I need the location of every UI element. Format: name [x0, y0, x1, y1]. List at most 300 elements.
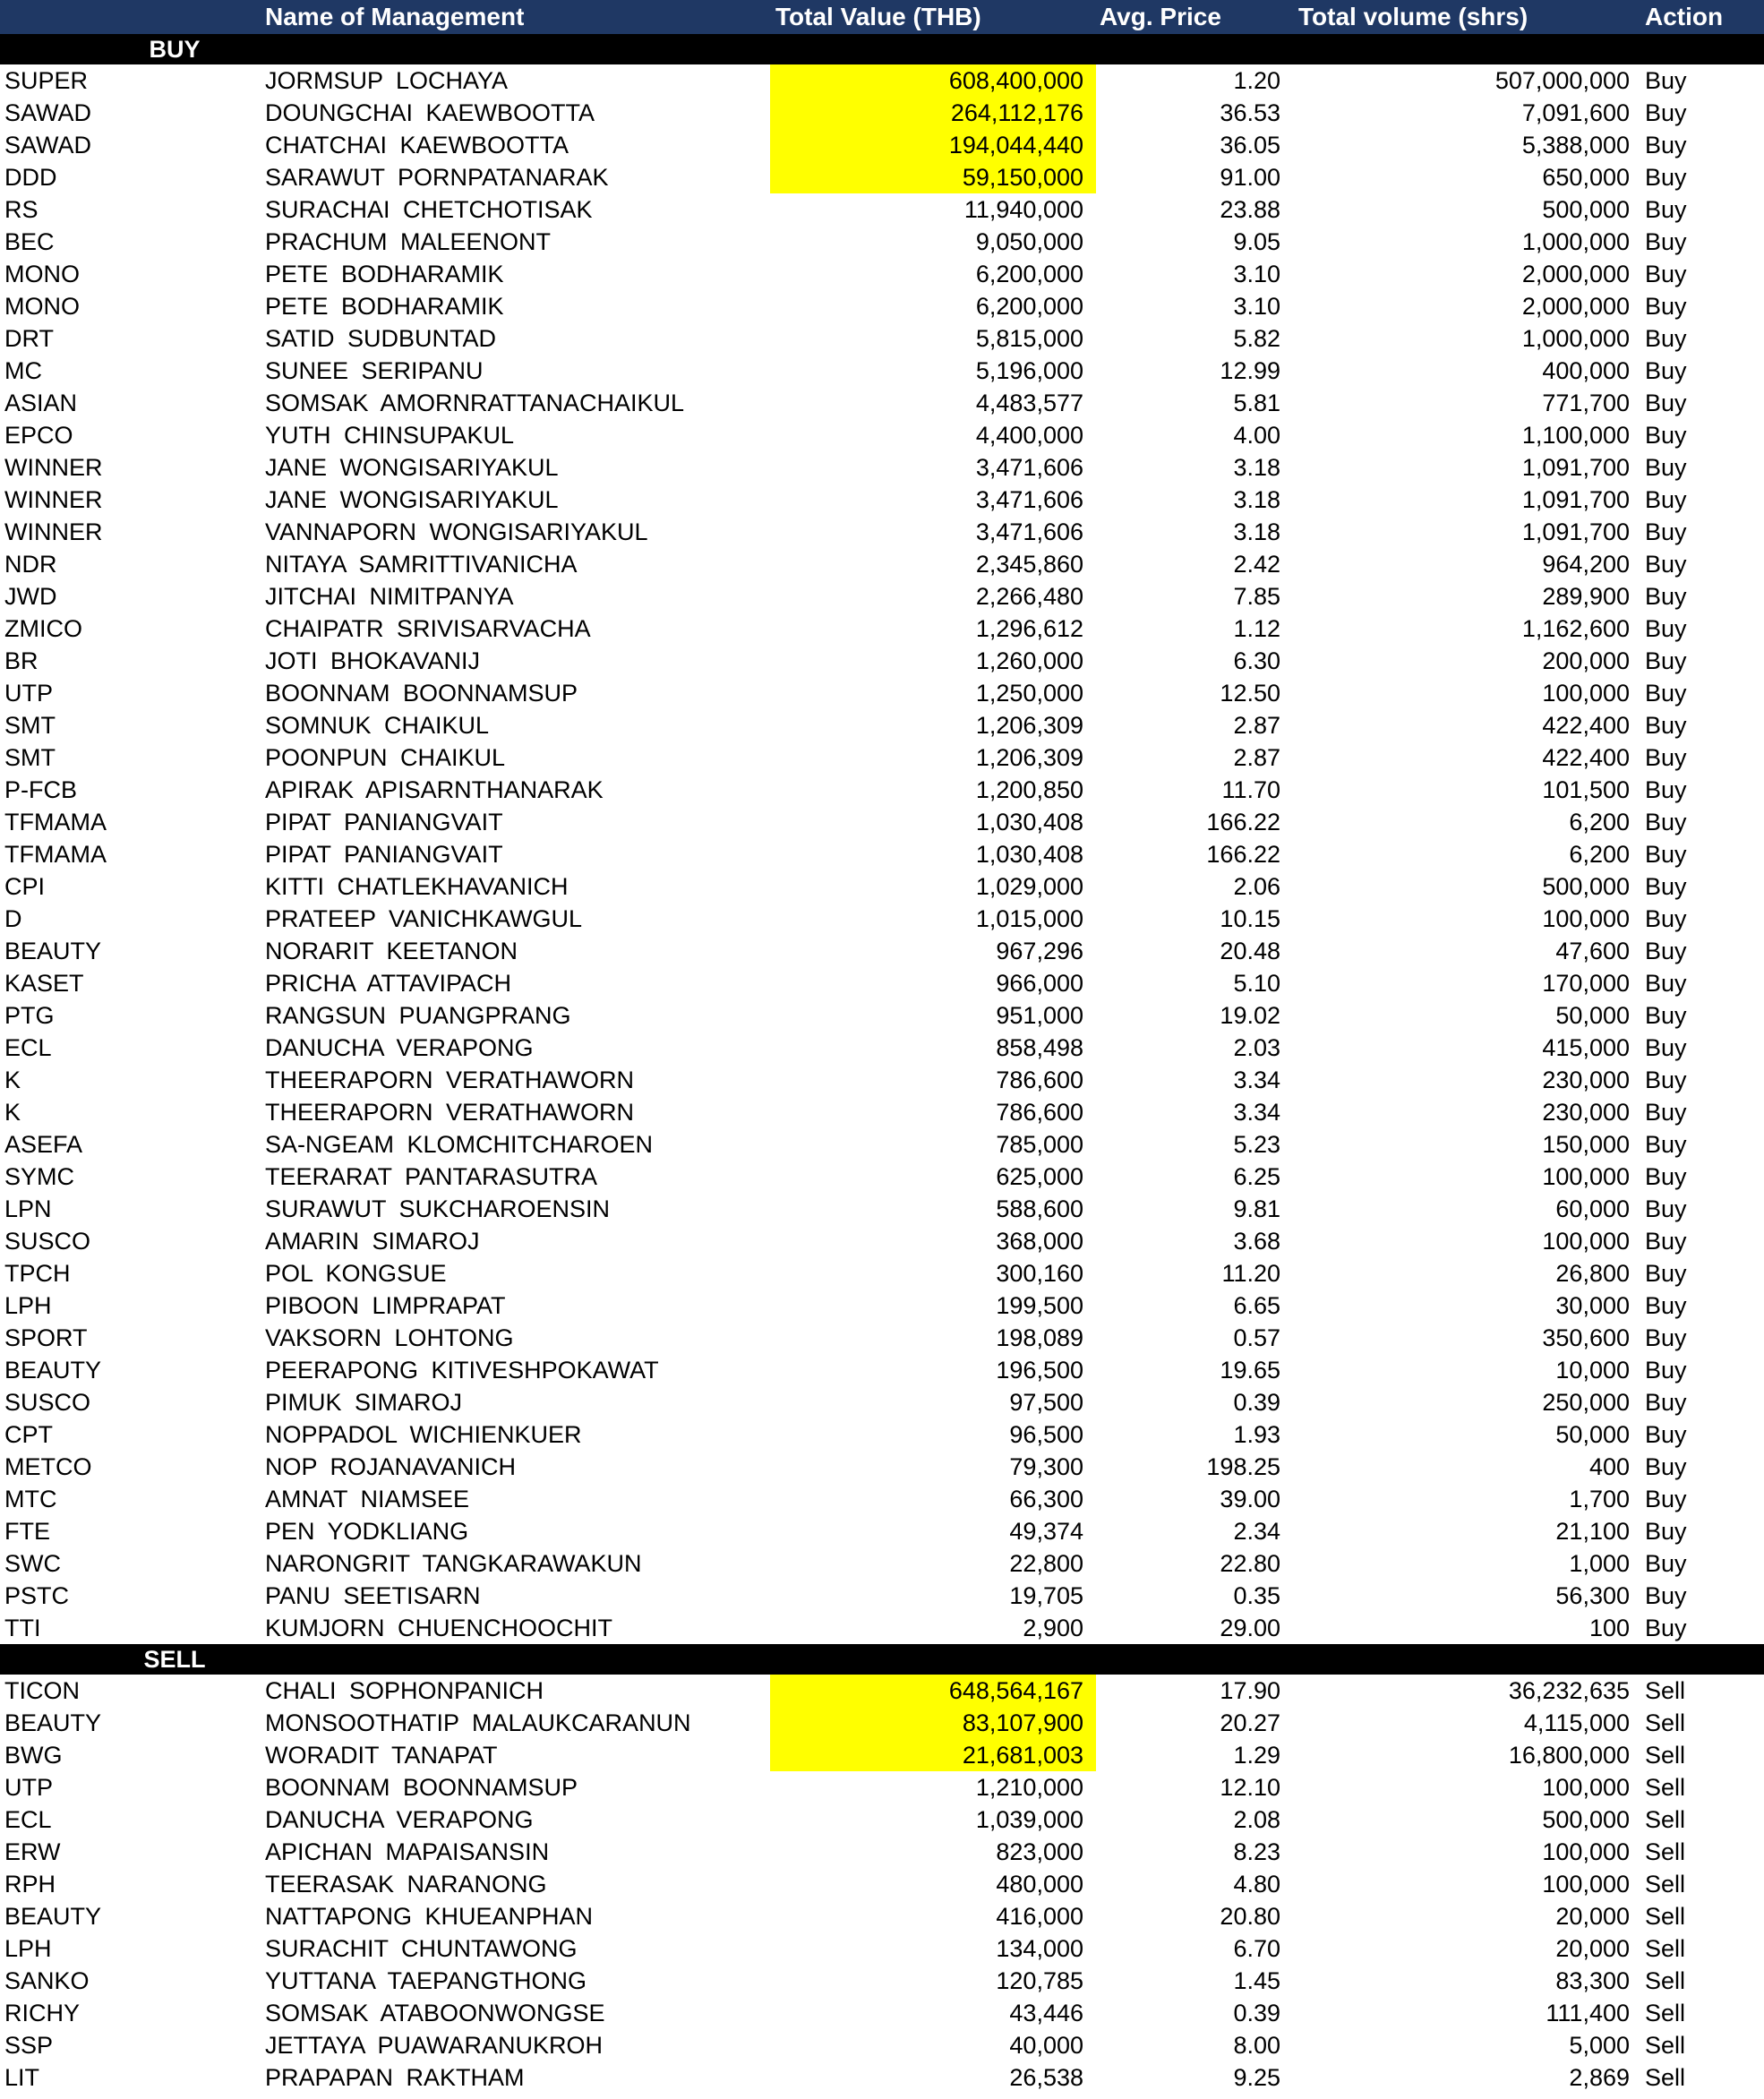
total-value-cell[interactable]: 1,030,408: [975, 841, 1083, 868]
total-value-cell[interactable]: 3,471,606: [975, 518, 1083, 545]
action-cell[interactable]: Buy: [1645, 390, 1687, 416]
symbol-cell[interactable]: RICHY: [4, 2000, 81, 2026]
management-name-cell[interactable]: SURACHIT CHUNTAWONG: [265, 1935, 578, 1962]
total-value-cell[interactable]: 967,296: [996, 938, 1083, 964]
total-volume-cell[interactable]: 1,000: [1569, 1550, 1630, 1577]
total-volume-cell[interactable]: 200,000: [1542, 647, 1630, 674]
management-name-cell[interactable]: RANGSUN PUANGPRANG: [265, 1002, 571, 1029]
management-name-cell[interactable]: VANNAPORN WONGISARIYAKUL: [265, 518, 648, 545]
action-cell[interactable]: Buy: [1645, 938, 1687, 964]
avg-price-cell[interactable]: 22.80: [1220, 1550, 1280, 1577]
action-cell[interactable]: Buy: [1645, 1486, 1687, 1512]
management-name-cell[interactable]: NOP ROJANAVANICH: [265, 1453, 517, 1480]
action-cell[interactable]: Buy: [1645, 196, 1687, 223]
action-cell[interactable]: Sell: [1645, 1709, 1686, 1736]
total-value-cell[interactable]: 6,200,000: [975, 293, 1083, 320]
avg-price-cell[interactable]: 91.00: [1220, 164, 1280, 191]
action-cell[interactable]: Buy: [1645, 1582, 1687, 1609]
avg-price-cell[interactable]: 12.50: [1220, 680, 1280, 707]
avg-price-cell[interactable]: 3.10: [1233, 261, 1280, 287]
management-name-cell[interactable]: NOPPADOL WICHIENKUER: [265, 1421, 582, 1448]
symbol-cell[interactable]: D: [4, 905, 22, 932]
management-name-cell[interactable]: VAKSORN LOHTONG: [265, 1324, 514, 1351]
action-cell[interactable]: Buy: [1645, 1195, 1687, 1222]
symbol-cell[interactable]: SANKO: [4, 1967, 90, 1994]
management-name-cell[interactable]: JOTI BHOKAVANIJ: [265, 647, 481, 674]
total-value-cell[interactable]: 1,030,408: [975, 809, 1083, 835]
management-name-cell[interactable]: BOONNAM BOONNAMSUP: [265, 680, 578, 707]
total-value-cell[interactable]: 625,000: [996, 1163, 1083, 1190]
total-value-cell[interactable]: 608,400,000: [948, 67, 1083, 94]
avg-price-cell[interactable]: 2.34: [1233, 1518, 1280, 1545]
total-value-cell[interactable]: 196,500: [996, 1357, 1083, 1384]
management-name-cell[interactable]: TEERASAK NARANONG: [265, 1871, 547, 1898]
avg-price-cell[interactable]: 1.20: [1233, 67, 1280, 94]
total-value-cell[interactable]: 26,538: [1009, 2064, 1083, 2091]
total-volume-cell[interactable]: 100: [1588, 1615, 1630, 1641]
action-cell[interactable]: Sell: [1645, 1967, 1686, 1994]
total-volume-cell[interactable]: 100,000: [1542, 1871, 1630, 1898]
avg-price-cell[interactable]: 3.18: [1233, 454, 1280, 481]
total-volume-cell[interactable]: 350,600: [1542, 1324, 1630, 1351]
symbol-cell[interactable]: TFMAMA: [4, 841, 107, 868]
action-cell[interactable]: Buy: [1645, 647, 1687, 674]
symbol-cell[interactable]: SYMC: [4, 1163, 75, 1190]
total-volume-cell[interactable]: 1,091,700: [1521, 486, 1630, 513]
total-value-cell[interactable]: 198,089: [996, 1324, 1083, 1351]
symbol-cell[interactable]: SUSCO: [4, 1228, 91, 1255]
avg-price-cell[interactable]: 11.20: [1221, 1260, 1280, 1287]
symbol-cell[interactable]: MC: [4, 357, 42, 384]
total-value-cell[interactable]: 1,206,309: [975, 712, 1083, 739]
total-volume-cell[interactable]: 6,200: [1569, 841, 1630, 868]
action-cell[interactable]: Buy: [1645, 1324, 1687, 1351]
symbol-cell[interactable]: BEAUTY: [4, 1903, 102, 1930]
avg-price-cell[interactable]: 3.34: [1233, 1099, 1280, 1126]
header-name-of-management[interactable]: Name of Management: [265, 3, 525, 30]
total-value-cell[interactable]: 823,000: [996, 1838, 1083, 1865]
total-volume-cell[interactable]: 289,900: [1542, 583, 1630, 610]
total-volume-cell[interactable]: 100,000: [1542, 1228, 1630, 1255]
avg-price-cell[interactable]: 0.57: [1233, 1324, 1280, 1351]
total-volume-cell[interactable]: 230,000: [1542, 1067, 1630, 1093]
action-cell[interactable]: Buy: [1645, 1002, 1687, 1029]
total-value-cell[interactable]: 3,471,606: [975, 486, 1083, 513]
total-value-cell[interactable]: 416,000: [996, 1903, 1083, 1930]
management-name-cell[interactable]: PEN YODKLIANG: [265, 1518, 469, 1545]
symbol-cell[interactable]: WINNER: [4, 486, 103, 513]
management-name-cell[interactable]: DOUNGCHAI KAEWBOOTTA: [265, 99, 595, 126]
symbol-cell[interactable]: TTI: [4, 1615, 41, 1641]
action-cell[interactable]: Buy: [1645, 841, 1687, 868]
total-value-cell[interactable]: 2,266,480: [975, 583, 1083, 610]
action-cell[interactable]: Buy: [1645, 486, 1687, 513]
symbol-cell[interactable]: SUSCO: [4, 1389, 91, 1416]
total-value-cell[interactable]: 79,300: [1009, 1453, 1083, 1480]
action-cell[interactable]: Sell: [1645, 1935, 1686, 1962]
symbol-cell[interactable]: PTG: [4, 1002, 55, 1029]
avg-price-cell[interactable]: 1.93: [1233, 1421, 1280, 1448]
avg-price-cell[interactable]: 3.18: [1233, 518, 1280, 545]
management-name-cell[interactable]: WORADIT TANAPAT: [265, 1742, 498, 1769]
symbol-cell[interactable]: MTC: [4, 1486, 57, 1512]
total-volume-cell[interactable]: 20,000: [1555, 1935, 1630, 1962]
total-volume-cell[interactable]: 36,232,635: [1508, 1677, 1630, 1704]
symbol-cell[interactable]: NDR: [4, 551, 57, 578]
action-cell[interactable]: Buy: [1645, 905, 1687, 932]
avg-price-cell[interactable]: 0.39: [1233, 1389, 1280, 1416]
total-value-cell[interactable]: 59,150,000: [962, 164, 1083, 191]
action-cell[interactable]: Sell: [1645, 1742, 1686, 1769]
avg-price-cell[interactable]: 23.88: [1220, 196, 1280, 223]
avg-price-cell[interactable]: 7.85: [1233, 583, 1280, 610]
total-value-cell[interactable]: 4,400,000: [975, 422, 1083, 449]
action-cell[interactable]: Buy: [1645, 583, 1687, 610]
total-volume-cell[interactable]: 2,000,000: [1521, 261, 1630, 287]
total-volume-cell[interactable]: 1,162,600: [1521, 615, 1630, 642]
action-cell[interactable]: Buy: [1645, 1228, 1687, 1255]
total-value-cell[interactable]: 1,250,000: [975, 680, 1083, 707]
action-cell[interactable]: Sell: [1645, 2064, 1686, 2091]
action-cell[interactable]: Buy: [1645, 422, 1687, 449]
symbol-cell[interactable]: BEC: [4, 228, 55, 255]
management-name-cell[interactable]: THEERAPORN VERATHAWORN: [265, 1099, 635, 1126]
total-value-cell[interactable]: 5,196,000: [975, 357, 1083, 384]
avg-price-cell[interactable]: 8.00: [1233, 2032, 1280, 2059]
total-volume-cell[interactable]: 111,400: [1546, 2000, 1630, 2026]
total-volume-cell[interactable]: 230,000: [1542, 1099, 1630, 1126]
avg-price-cell[interactable]: 36.53: [1220, 99, 1280, 126]
symbol-cell[interactable]: LPH: [4, 1292, 52, 1319]
symbol-cell[interactable]: WINNER: [4, 454, 103, 481]
management-name-cell[interactable]: JORMSUP LOCHAYA: [265, 67, 509, 94]
total-volume-cell[interactable]: 170,000: [1542, 970, 1630, 997]
avg-price-cell[interactable]: 12.99: [1220, 357, 1280, 384]
avg-price-cell[interactable]: 10.15: [1220, 905, 1280, 932]
action-cell[interactable]: Sell: [1645, 1871, 1686, 1898]
symbol-cell[interactable]: ASEFA: [4, 1131, 83, 1158]
symbol-cell[interactable]: LPN: [4, 1195, 52, 1222]
symbol-cell[interactable]: KASET: [4, 970, 84, 997]
symbol-cell[interactable]: DDD: [4, 164, 57, 191]
management-name-cell[interactable]: KUMJORN CHUENCHOOCHIT: [265, 1615, 612, 1641]
avg-price-cell[interactable]: 6.25: [1233, 1163, 1280, 1190]
avg-price-cell[interactable]: 36.05: [1220, 132, 1280, 158]
symbol-cell[interactable]: LIT: [4, 2064, 40, 2091]
total-value-cell[interactable]: 49,374: [1009, 1518, 1083, 1545]
total-volume-cell[interactable]: 100,000: [1542, 680, 1630, 707]
avg-price-cell[interactable]: 6.30: [1233, 647, 1280, 674]
management-name-cell[interactable]: JANE WONGISARIYAKUL: [265, 486, 559, 513]
symbol-cell[interactable]: RS: [4, 196, 39, 223]
total-volume-cell[interactable]: 1,091,700: [1521, 518, 1630, 545]
total-volume-cell[interactable]: 21,100: [1555, 1518, 1630, 1545]
symbol-cell[interactable]: EPCO: [4, 422, 73, 449]
management-name-cell[interactable]: YUTTANA TAEPANGTHONG: [265, 1967, 587, 1994]
management-name-cell[interactable]: KITTI CHATLEKHAVANICH: [265, 873, 569, 900]
total-value-cell[interactable]: 5,815,000: [975, 325, 1083, 352]
total-value-cell[interactable]: 40,000: [1009, 2032, 1083, 2059]
symbol-cell[interactable]: FTE: [4, 1518, 50, 1545]
avg-price-cell[interactable]: 166.22: [1206, 809, 1280, 835]
symbol-cell[interactable]: ECL: [4, 1034, 52, 1061]
symbol-cell[interactable]: LPH: [4, 1935, 52, 1962]
avg-price-cell[interactable]: 6.65: [1233, 1292, 1280, 1319]
total-value-cell[interactable]: 4,483,577: [975, 390, 1083, 416]
total-value-cell[interactable]: 96,500: [1009, 1421, 1083, 1448]
management-name-cell[interactable]: THEERAPORN VERATHAWORN: [265, 1067, 635, 1093]
symbol-cell[interactable]: UTP: [4, 680, 53, 707]
management-name-cell[interactable]: SUNEE SERIPANU: [265, 357, 484, 384]
total-value-cell[interactable]: 588,600: [996, 1195, 1083, 1222]
total-value-cell[interactable]: 1,260,000: [975, 647, 1083, 674]
total-value-cell[interactable]: 966,000: [996, 970, 1083, 997]
action-cell[interactable]: Buy: [1645, 164, 1687, 191]
management-name-cell[interactable]: PIPAT PANIANGVAIT: [265, 841, 503, 868]
total-volume-cell[interactable]: 50,000: [1555, 1421, 1630, 1448]
symbol-cell[interactable]: TFMAMA: [4, 809, 107, 835]
management-name-cell[interactable]: PRAPAPAN RAKTHAM: [265, 2064, 525, 2091]
symbol-cell[interactable]: JWD: [4, 583, 57, 610]
symbol-cell[interactable]: ZMICO: [4, 615, 82, 642]
symbol-cell[interactable]: SMT: [4, 744, 56, 771]
total-value-cell[interactable]: 785,000: [996, 1131, 1083, 1158]
action-cell[interactable]: Buy: [1645, 1163, 1687, 1190]
total-value-cell[interactable]: 2,345,860: [975, 551, 1083, 578]
total-volume-cell[interactable]: 2,000,000: [1521, 293, 1630, 320]
total-volume-cell[interactable]: 1,100,000: [1521, 422, 1630, 449]
symbol-cell[interactable]: SSP: [4, 2032, 54, 2059]
symbol-cell[interactable]: ASIAN: [4, 390, 78, 416]
total-volume-cell[interactable]: 500,000: [1542, 1806, 1630, 1833]
action-cell[interactable]: Buy: [1645, 67, 1687, 94]
avg-price-cell[interactable]: 3.68: [1233, 1228, 1280, 1255]
action-cell[interactable]: Sell: [1645, 1838, 1686, 1865]
avg-price-cell[interactable]: 5.23: [1233, 1131, 1280, 1158]
action-cell[interactable]: Buy: [1645, 518, 1687, 545]
action-cell[interactable]: Buy: [1645, 325, 1687, 352]
action-cell[interactable]: Buy: [1645, 454, 1687, 481]
avg-price-cell[interactable]: 9.25: [1233, 2064, 1280, 2091]
total-volume-cell[interactable]: 650,000: [1542, 164, 1630, 191]
total-volume-cell[interactable]: 1,091,700: [1521, 454, 1630, 481]
action-cell[interactable]: Buy: [1645, 1615, 1687, 1641]
avg-price-cell[interactable]: 2.87: [1233, 712, 1280, 739]
total-volume-cell[interactable]: 1,000,000: [1521, 228, 1630, 255]
symbol-cell[interactable]: CPI: [4, 873, 46, 900]
action-cell[interactable]: Buy: [1645, 1389, 1687, 1416]
avg-price-cell[interactable]: 6.70: [1233, 1935, 1280, 1962]
avg-price-cell[interactable]: 19.65: [1220, 1357, 1280, 1384]
total-value-cell[interactable]: 9,050,000: [975, 228, 1083, 255]
management-name-cell[interactable]: PETE BODHARAMIK: [265, 261, 504, 287]
total-volume-cell[interactable]: 10,000: [1555, 1357, 1630, 1384]
symbol-cell[interactable]: UTP: [4, 1774, 53, 1801]
header-total-volume[interactable]: Total volume (shrs): [1298, 3, 1529, 30]
action-cell[interactable]: Sell: [1645, 1903, 1686, 1930]
management-name-cell[interactable]: PRICHA ATTAVIPACH: [265, 970, 512, 997]
management-name-cell[interactable]: PEERAPONG KITIVESHPOKAWAT: [265, 1357, 659, 1384]
symbol-cell[interactable]: BR: [4, 647, 39, 674]
action-cell[interactable]: Buy: [1645, 712, 1687, 739]
action-cell[interactable]: Buy: [1645, 228, 1687, 255]
symbol-cell[interactable]: K: [4, 1099, 21, 1126]
avg-price-cell[interactable]: 4.00: [1233, 422, 1280, 449]
avg-price-cell[interactable]: 0.35: [1233, 1582, 1280, 1609]
avg-price-cell[interactable]: 2.87: [1233, 744, 1280, 771]
total-volume-cell[interactable]: 5,000: [1569, 2032, 1630, 2059]
total-volume-cell[interactable]: 100,000: [1542, 1774, 1630, 1801]
total-value-cell[interactable]: 1,206,309: [975, 744, 1083, 771]
avg-price-cell[interactable]: 5.10: [1233, 970, 1280, 997]
total-volume-cell[interactable]: 60,000: [1555, 1195, 1630, 1222]
total-value-cell[interactable]: 97,500: [1009, 1389, 1083, 1416]
symbol-cell[interactable]: MONO: [4, 261, 80, 287]
avg-price-cell[interactable]: 39.00: [1220, 1486, 1280, 1512]
symbol-cell[interactable]: BEAUTY: [4, 938, 102, 964]
total-value-cell[interactable]: 786,600: [996, 1067, 1083, 1093]
action-cell[interactable]: Buy: [1645, 680, 1687, 707]
action-cell[interactable]: Sell: [1645, 1677, 1686, 1704]
avg-price-cell[interactable]: 166.22: [1206, 841, 1280, 868]
avg-price-cell[interactable]: 9.81: [1233, 1195, 1280, 1222]
action-cell[interactable]: Sell: [1645, 2032, 1686, 2059]
total-value-cell[interactable]: 300,160: [996, 1260, 1083, 1287]
symbol-cell[interactable]: K: [4, 1067, 21, 1093]
action-cell[interactable]: Buy: [1645, 1518, 1687, 1545]
action-cell[interactable]: Buy: [1645, 1260, 1687, 1287]
avg-price-cell[interactable]: 0.39: [1233, 2000, 1280, 2026]
management-name-cell[interactable]: AMNAT NIAMSEE: [265, 1486, 470, 1512]
symbol-cell[interactable]: BWG: [4, 1742, 63, 1769]
action-cell[interactable]: Buy: [1645, 1131, 1687, 1158]
symbol-cell[interactable]: SPORT: [4, 1324, 88, 1351]
avg-price-cell[interactable]: 20.48: [1220, 938, 1280, 964]
avg-price-cell[interactable]: 1.12: [1233, 615, 1280, 642]
action-cell[interactable]: Buy: [1645, 551, 1687, 578]
management-name-cell[interactable]: APICHAN MAPAISANSIN: [265, 1838, 550, 1865]
total-volume-cell[interactable]: 100,000: [1542, 1838, 1630, 1865]
management-name-cell[interactable]: SURAWUT SUKCHAROENSIN: [265, 1195, 611, 1222]
action-cell[interactable]: Buy: [1645, 1067, 1687, 1093]
management-name-cell[interactable]: SOMNUK CHAIKUL: [265, 712, 490, 739]
total-value-cell[interactable]: 786,600: [996, 1099, 1083, 1126]
total-value-cell[interactable]: 22,800: [1009, 1550, 1083, 1577]
management-name-cell[interactable]: SA-NGEAM KLOMCHITCHAROEN: [265, 1131, 654, 1158]
total-volume-cell[interactable]: 56,300: [1555, 1582, 1630, 1609]
action-cell[interactable]: Buy: [1645, 615, 1687, 642]
management-name-cell[interactable]: YUTH CHINSUPAKUL: [265, 422, 515, 449]
total-value-cell[interactable]: 199,500: [996, 1292, 1083, 1319]
total-value-cell[interactable]: 134,000: [996, 1935, 1083, 1962]
total-volume-cell[interactable]: 30,000: [1555, 1292, 1630, 1319]
symbol-cell[interactable]: SAWAD: [4, 132, 92, 158]
avg-price-cell[interactable]: 2.06: [1233, 873, 1280, 900]
avg-price-cell[interactable]: 11.70: [1221, 776, 1280, 803]
action-cell[interactable]: Sell: [1645, 1774, 1686, 1801]
total-value-cell[interactable]: 83,107,900: [962, 1709, 1083, 1736]
management-name-cell[interactable]: CHAIPATR SRIVISARVACHA: [265, 615, 591, 642]
management-name-cell[interactable]: PIBOON LIMPRAPAT: [265, 1292, 506, 1319]
total-volume-cell[interactable]: 5,388,000: [1521, 132, 1630, 158]
avg-price-cell[interactable]: 198.25: [1206, 1453, 1280, 1480]
header-action[interactable]: Action: [1645, 3, 1724, 30]
management-name-cell[interactable]: MONSOOTHATIP MALAUKCARANUN: [265, 1709, 691, 1736]
action-cell[interactable]: Buy: [1645, 132, 1687, 158]
total-volume-cell[interactable]: 20,000: [1555, 1903, 1630, 1930]
management-name-cell[interactable]: SATID SUDBUNTAD: [265, 325, 497, 352]
management-name-cell[interactable]: DANUCHA VERAPONG: [265, 1806, 534, 1833]
symbol-cell[interactable]: PSTC: [4, 1582, 70, 1609]
total-volume-cell[interactable]: 6,200: [1569, 809, 1630, 835]
avg-price-cell[interactable]: 2.03: [1233, 1034, 1280, 1061]
action-cell[interactable]: Buy: [1645, 776, 1687, 803]
management-name-cell[interactable]: AMARIN SIMAROJ: [265, 1228, 480, 1255]
avg-price-cell[interactable]: 3.34: [1233, 1067, 1280, 1093]
management-name-cell[interactable]: PIMUK SIMAROJ: [265, 1389, 463, 1416]
symbol-cell[interactable]: DRT: [4, 325, 55, 352]
symbol-cell[interactable]: SUPER: [4, 67, 89, 94]
management-name-cell[interactable]: PANU SEETISARN: [265, 1582, 481, 1609]
symbol-cell[interactable]: ERW: [4, 1838, 61, 1865]
avg-price-cell[interactable]: 2.08: [1233, 1806, 1280, 1833]
total-value-cell[interactable]: 858,498: [996, 1034, 1083, 1061]
symbol-cell[interactable]: METCO: [4, 1453, 92, 1480]
total-volume-cell[interactable]: 4,115,000: [1523, 1709, 1630, 1736]
management-name-cell[interactable]: SURACHAI CHETCHOTISAK: [265, 196, 593, 223]
total-volume-cell[interactable]: 150,000: [1542, 1131, 1630, 1158]
total-volume-cell[interactable]: 16,800,000: [1508, 1742, 1630, 1769]
total-volume-cell[interactable]: 500,000: [1542, 873, 1630, 900]
management-name-cell[interactable]: SOMSAK ATABOONWONGSE: [265, 2000, 605, 2026]
total-volume-cell[interactable]: 26,800: [1555, 1260, 1630, 1287]
total-volume-cell[interactable]: 422,400: [1542, 744, 1630, 771]
avg-price-cell[interactable]: 2.42: [1233, 551, 1280, 578]
total-value-cell[interactable]: 1,015,000: [975, 905, 1083, 932]
action-cell[interactable]: Buy: [1645, 970, 1687, 997]
action-cell[interactable]: Buy: [1645, 293, 1687, 320]
management-name-cell[interactable]: PIPAT PANIANGVAIT: [265, 809, 503, 835]
management-name-cell[interactable]: CHALI SOPHONPANICH: [265, 1677, 544, 1704]
total-volume-cell[interactable]: 83,300: [1555, 1967, 1630, 1994]
total-value-cell[interactable]: 368,000: [996, 1228, 1083, 1255]
header-total-value[interactable]: Total Value (THB): [775, 3, 981, 30]
management-name-cell[interactable]: APIRAK APISARNTHANARAK: [265, 776, 604, 803]
management-name-cell[interactable]: POL KONGSUE: [265, 1260, 447, 1287]
total-value-cell[interactable]: 1,200,850: [975, 776, 1083, 803]
action-cell[interactable]: Buy: [1645, 1034, 1687, 1061]
management-name-cell[interactable]: BOONNAM BOONNAMSUP: [265, 1774, 578, 1801]
avg-price-cell[interactable]: 4.80: [1233, 1871, 1280, 1898]
avg-price-cell[interactable]: 1.29: [1233, 1742, 1280, 1769]
total-volume-cell[interactable]: 400,000: [1542, 357, 1630, 384]
total-value-cell[interactable]: 11,940,000: [963, 196, 1083, 223]
symbol-cell[interactable]: MONO: [4, 293, 80, 320]
action-cell[interactable]: Buy: [1645, 99, 1687, 126]
total-volume-cell[interactable]: 50,000: [1555, 1002, 1630, 1029]
total-volume-cell[interactable]: 250,000: [1542, 1389, 1630, 1416]
symbol-cell[interactable]: P-FCB: [4, 776, 77, 803]
total-volume-cell[interactable]: 500,000: [1542, 196, 1630, 223]
action-cell[interactable]: Buy: [1645, 1421, 1687, 1448]
symbol-cell[interactable]: TICON: [4, 1677, 80, 1704]
avg-price-cell[interactable]: 5.82: [1233, 325, 1280, 352]
total-volume-cell[interactable]: 7,091,600: [1521, 99, 1630, 126]
management-name-cell[interactable]: JITCHAI NIMITPANYA: [265, 583, 514, 610]
management-name-cell[interactable]: TEERARAT PANTARASUTRA: [265, 1163, 598, 1190]
total-value-cell[interactable]: 951,000: [996, 1002, 1083, 1029]
management-name-cell[interactable]: SOMSAK AMORNRATTANACHAIKUL: [265, 390, 685, 416]
